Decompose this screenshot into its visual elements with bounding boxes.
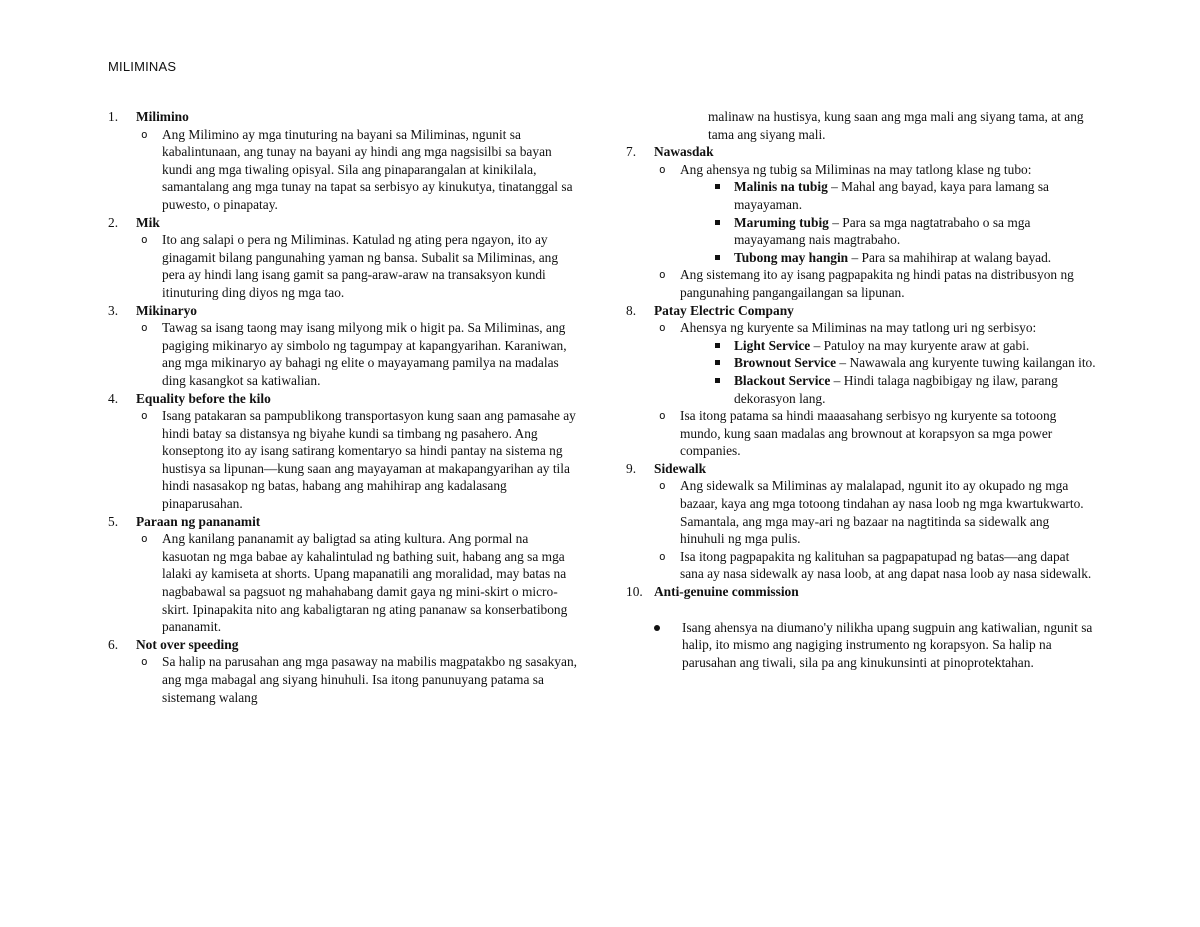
sub-item: o Tawag sa isang taong may isang milyong mik o higit pa. Sa Miliminas, ang pagiging mikinaryo ay simbolo ng tagumpay at kapangyarihan. Karaniwan, ang mga mikinaryo ay bahagi ng elite o mayayamang pamilya na madalas ding kasangkot sa katiwalian. xyxy=(141,320,567,388)
list-item-equality xyxy=(108,390,578,408)
list-item-milimino xyxy=(108,108,578,126)
square-bullet-icon xyxy=(715,255,720,260)
circle-bullet-icon: o xyxy=(141,321,148,335)
circle-bullet-icon: o xyxy=(141,233,148,247)
square-sub-item: Brownout Service – Nawawala ang kuryente tuwing kailangan ito. xyxy=(626,354,1096,372)
square-sub-item: Malinis na tubig – Mahal ang bayad, kaya para lamang sa mayayaman. xyxy=(626,178,1096,213)
square-bullet-icon xyxy=(715,220,720,225)
item-number: 8. xyxy=(626,302,637,318)
list-item-patay-electric xyxy=(626,302,1096,320)
item-number: 10. xyxy=(626,584,643,600)
sub-item: o Ang sistemang ito ay isang pagpapakita ng hindi patas na distribusyon ng pangunahing pangangailangan sa lipunan. xyxy=(659,267,1074,300)
sub-item: o Isa itong patama sa hindi maaasahang serbisyo ng kuryente sa totoong mundo, kung saan madalas ang brownout at korapsyon sa mga power companies. xyxy=(659,408,1057,459)
square-bullet-icon xyxy=(715,184,720,189)
sub-item: o Ito ang salapi o pera ng Miliminas. Katulad ng ating pera ngayon, ito ay ginagamit bilang pangunahing yaman ng bansa. Subalit sa Miliminas, ang pera ay hindi lang isang gamit sa pang-araw-araw na transaksyon kundi itinuturing ding diyos ng mga tao. xyxy=(141,232,559,300)
circle-bullet-icon: o xyxy=(141,532,148,546)
list-item-pananamit xyxy=(108,513,578,531)
sub-item: o Sa halip na parusahan ang mga pasaway na mabilis magpatakbo ng sasakyan, ang mga mabagal ang siyang hinuhuli. Isa itong panunuyang patama sa sistemang walang xyxy=(141,654,577,705)
sub-item: o Ang kanilang pananamit ay baligtad sa ating kultura. Ang pormal na kasuotan ng mga babae ay kahalintulad ng bathing suit, habang ang sa mga lalaki ay kamiseta at shorts. Upang mapanatili ang moralidad, may batas na nagbabawal sa pagsuot ng mahahabang damit gaya ng mini-skirt o micro-skirt. Ipinapakita nito ang kabaligtaran ng ating pananaw sa konserbatibong pananamit. xyxy=(141,531,568,635)
bullet-item: Isang ahensya na diumano'y nilikha upang sugpuin ang katiwalian, ngunit sa halip, ito mismo ang nagiging instrumento ng korapsyon. Sa halip na parusahan ang tiwali, sila pa ang kinukunsinti at pinoprotektahan. xyxy=(626,619,1096,672)
sub-item: o Ang Milimino ay mga tinuturing na bayani sa Miliminas, ngunit sa kabalintunaan, ang tunay na bayani ay hindi ang mga nagsisilbi sa bayan kundi ang mga tiwaling opisyal. Sila ang pinaparangalan at kinikilala, samantalang ang mga tunay na tapat sa serbisyo ay kinukutya, tinatanggal sa puwesto, o pinapatay. xyxy=(141,126,573,212)
sub-item-continuation: malinaw na hustisya, kung saan ang mga mali ang siyang tama, at ang tama ang siyang mali. xyxy=(708,109,1084,142)
square-bullet-icon xyxy=(715,378,720,383)
circle-bullet-icon: o xyxy=(141,655,148,669)
list-item-anti-genuine xyxy=(626,583,1096,601)
list-item-nawasdak xyxy=(626,143,1096,161)
item-title: Equality before the kilo xyxy=(136,390,271,406)
list-item-mik xyxy=(108,214,578,232)
sub-item: o Ahensya ng kuryente sa Miliminas na may tatlong uri ng serbisyo: xyxy=(659,320,1037,336)
square-sub-item: Maruming tubig – Para sa mga nagtatrabaho o sa mga mayayamang nais magtrabaho. xyxy=(626,214,1096,249)
item-title: Mik xyxy=(136,214,160,230)
item-title: Not over speeding xyxy=(136,636,239,652)
circle-bullet-icon: o xyxy=(659,409,666,423)
item-title: Milimino xyxy=(136,109,189,124)
square-sub-item: Light Service – Patuloy na may kuryente araw at gabi. xyxy=(626,337,1096,355)
item-title: Patay Electric Company xyxy=(654,302,794,318)
circle-bullet-icon: o xyxy=(659,321,666,335)
list-item-mikinaryo xyxy=(108,302,578,320)
list-item-not-over-speeding xyxy=(108,636,578,654)
bullet-dot-icon xyxy=(654,625,660,631)
item-number: 7. xyxy=(626,144,637,160)
sub-item: o Ang ahensya ng tubig sa Miliminas na may tatlong klase ng tubo: xyxy=(659,161,1032,177)
circle-bullet-icon: o xyxy=(659,162,666,176)
item-number: 2. xyxy=(108,214,119,230)
item-number: 4. xyxy=(108,390,119,406)
circle-bullet-icon: o xyxy=(141,127,148,141)
item-title: Nawasdak xyxy=(654,144,714,160)
circle-bullet-icon: o xyxy=(659,549,666,563)
left-column xyxy=(108,108,578,706)
circle-bullet-icon: o xyxy=(659,479,666,493)
item-title: Mikinaryo xyxy=(136,302,198,318)
list-item-sidewalk xyxy=(626,460,1096,478)
item-number: 3. xyxy=(108,302,119,318)
document-header: MILIMINAS xyxy=(108,59,177,74)
sub-item: o Isa itong pagpapakita ng kalituhan sa pagpapatupad ng batas—ang dapat sana ay nasa sidewalk ay nasa loob, at ang dapat nasa loob ay nasa sidewalk. xyxy=(659,548,1092,582)
right-column xyxy=(626,108,1096,671)
square-bullet-icon xyxy=(715,360,720,365)
square-sub-item: Blackout Service – Hindi talaga nagbibigay ng ilaw, parang dekorasyon lang. xyxy=(626,372,1096,407)
circle-bullet-icon: o xyxy=(141,409,148,423)
item-title: Sidewalk xyxy=(654,460,707,476)
item-number: 1. xyxy=(108,109,119,124)
item-title: Paraan ng pananamit xyxy=(136,513,261,529)
item-title: Anti-genuine commission xyxy=(654,584,799,600)
sub-item: o Ang sidewalk sa Miliminas ay malalapad, ngunit ito ay okupado ng mga bazaar, kaya ang mga totoong tindahan ay nasa loob ng mga kwartukwarto. Samantala, ang mga may-ari ng bazaar na nagtitinda sa sidewalk ang hinuhuli ng mga pulis. xyxy=(659,478,1084,547)
item-number: 5. xyxy=(108,513,119,529)
circle-bullet-icon: o xyxy=(659,268,666,282)
square-sub-item: Tubong may hangin – Para sa mahihirap at walang bayad. xyxy=(626,249,1096,267)
item-number: 9. xyxy=(626,460,637,476)
sub-item: o Isang patakaran sa pampublikong transportasyon kung saan ang pamasahe ay hindi batay sa distansya ng biyahe kundi sa timbang ng pasahero. Ang konseptong ito ay isang satirang komentaryo sa hindi pantay na sistema ng hustisya sa lipunan—kung saan ang mayayaman at makapangyarihan ay tila hindi nasasakop ng batas, habang ang mahihirap ang kadalasang pinaparusahan. xyxy=(141,408,576,512)
item-number: 6. xyxy=(108,636,119,652)
square-bullet-icon xyxy=(715,343,720,348)
